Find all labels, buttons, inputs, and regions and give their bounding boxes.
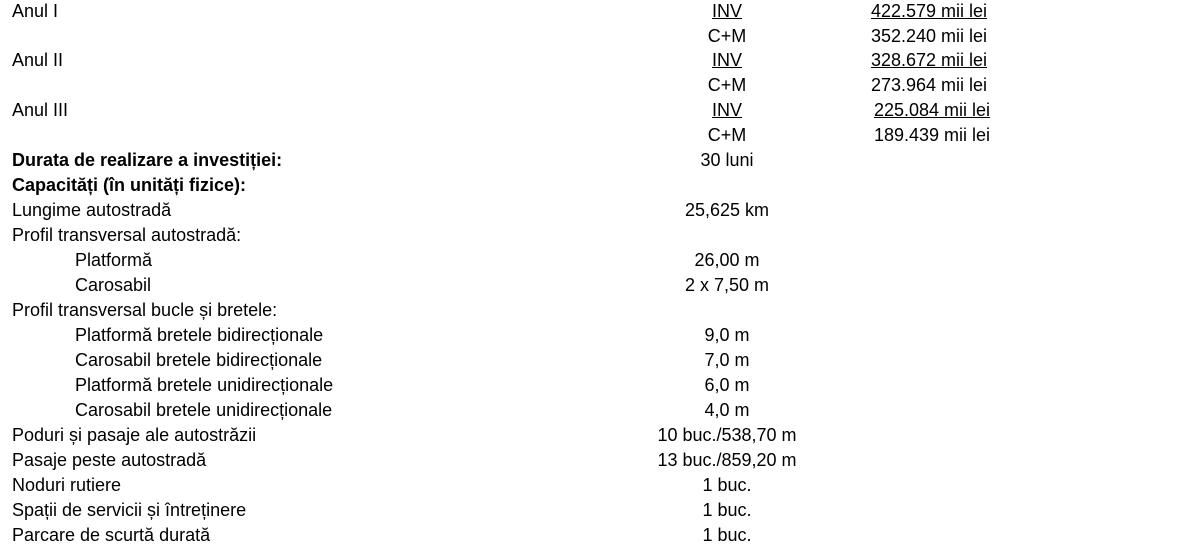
- cm-value: 189.439 mii lei: [873, 125, 991, 145]
- item-row: [0, 273, 1182, 298]
- item-label: Pasaje peste autostradă: [12, 450, 207, 470]
- year-label: Anul III: [12, 100, 69, 120]
- item-label: Parcare de scurtă durată: [12, 525, 211, 545]
- duration-value: 30 luni: [700, 150, 754, 170]
- item-row: [0, 373, 1182, 398]
- cm-value: 273.964 mii lei: [870, 75, 988, 95]
- year-2-cm-row: [0, 73, 1182, 98]
- item-label: Profil transversal autostradă:: [12, 225, 242, 245]
- item-value: 1 buc.: [702, 525, 752, 545]
- year-3-inv-row: [0, 98, 1182, 123]
- year-1-inv-row: [0, 0, 1182, 24]
- duration-label: Durata de realizare a investiției:: [12, 150, 283, 170]
- item-value: 1 buc.: [702, 500, 752, 520]
- item-row: [0, 498, 1182, 523]
- item-row: [0, 198, 1182, 223]
- inv-value: 422.579 mii lei: [870, 1, 988, 21]
- inv-label: INV: [711, 1, 742, 21]
- item-value: 26,00 m: [694, 250, 760, 270]
- item-value: 2 x 7,50 m: [684, 275, 770, 295]
- item-value: 4,0 m: [704, 400, 750, 420]
- item-value: 13 buc./859,20 m: [657, 450, 797, 470]
- item-value: 1 buc.: [702, 475, 752, 495]
- item-row: [0, 473, 1182, 498]
- item-label: Poduri și pasaje ale autostrăzii: [12, 425, 257, 445]
- item-row: [0, 348, 1182, 373]
- item-label: Lungime autostradă: [12, 200, 172, 220]
- capacities-heading: Capacități (în unități fizice):: [12, 175, 247, 195]
- year-label: Anul II: [12, 50, 64, 70]
- year-3-cm-row: [0, 123, 1182, 148]
- inv-value: 225.084 mii lei: [873, 100, 991, 120]
- item-row: [0, 248, 1182, 273]
- item-row: [0, 398, 1182, 423]
- item-value: 25,625 km: [684, 200, 770, 220]
- item-row: [0, 523, 1182, 548]
- capacities-heading-row: [0, 173, 1182, 198]
- item-label: Profil transversal bucle și bretele:: [12, 300, 278, 320]
- item-value: 9,0 m: [704, 325, 750, 345]
- item-label: Platformă bretele unidirecționale: [75, 375, 334, 395]
- duration-row: [0, 148, 1182, 173]
- year-2-inv-row: [0, 48, 1182, 73]
- item-label: Platformă bretele bidirecționale: [75, 325, 324, 345]
- item-row: [0, 448, 1182, 473]
- cm-value: 352.240 mii lei: [870, 26, 988, 46]
- item-label: Spații de servicii și întreținere: [12, 500, 247, 520]
- cm-label: C+M: [707, 75, 747, 95]
- item-value: 6,0 m: [704, 375, 750, 395]
- item-label: Noduri rutiere: [12, 475, 122, 495]
- inv-label: INV: [711, 50, 742, 70]
- cm-label: C+M: [707, 26, 747, 46]
- year-1-cm-row: [0, 24, 1182, 49]
- item-label: Carosabil bretele bidirecționale: [75, 350, 323, 370]
- cm-label: C+M: [707, 125, 747, 145]
- item-label: Carosabil: [75, 275, 152, 295]
- item-row: [0, 223, 1182, 248]
- item-row: [0, 323, 1182, 348]
- item-row: [0, 298, 1182, 323]
- item-value: 10 buc./538,70 m: [657, 425, 797, 445]
- year-label: Anul I: [12, 1, 59, 21]
- inv-value: 328.672 mii lei: [870, 50, 988, 70]
- inv-label: INV: [711, 100, 742, 120]
- item-value: 7,0 m: [704, 350, 750, 370]
- item-label: Carosabil bretele unidirecționale: [75, 400, 333, 420]
- item-label: Platformă: [75, 250, 153, 270]
- item-row: [0, 423, 1182, 448]
